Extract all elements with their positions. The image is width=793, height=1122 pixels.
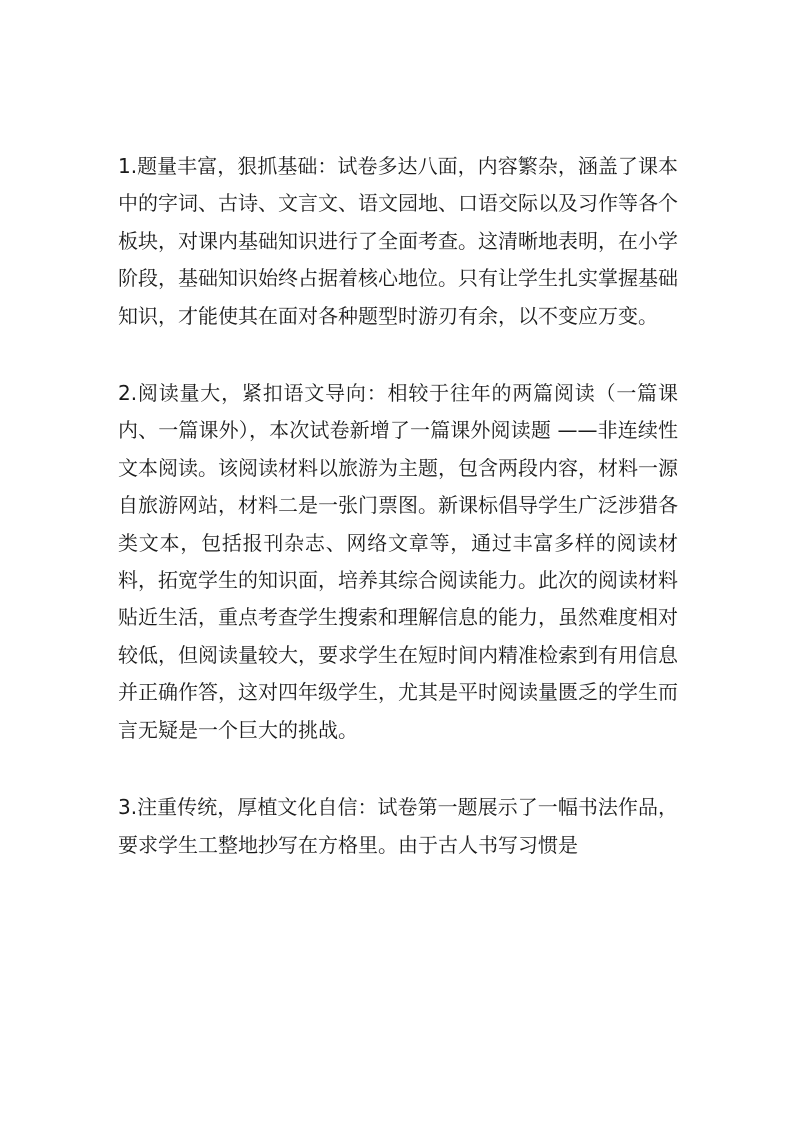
paragraph-3: 3.注重传统，厚植文化自信：试卷第一题展示了一幅书法作品，要求学生工整地抄写在方格里。由于古人书写习惯是 [118, 795, 678, 857]
document-body [118, 148, 678, 864]
paragraph-1: 1.题量丰富，狠抓基础：试卷多达八面，内容繁杂，涵盖了课本中的字词、古诗、文言文、语文园地、口语交际以及习作等各个板块，对课内基础知识进行了全面考查。这清晰地表明，在小学阶段，基础知识始终占据着核心地位。只有让学生扎实掌握基础知识，才能使其在面对各种题型时游刃有余，以不变应万变。 [118, 154, 678, 328]
paragraph-spacer [118, 749, 678, 789]
paragraph-2: 2.阅读量大，紧扣语文导向：相较于往年的两篇阅读（一篇课内、一篇课外），本次试卷新增了一篇课外阅读题 ——非连续性文本阅读。该阅读材料以旅游为主题，包含两段内容，材料一源自旅游网站，材料二是一张门票图。新课标倡导学生广泛涉猎各类文本，包括报刊杂志、网络文章等，通过丰富多样的阅读材料，拓宽学生的知识面，培养其综合阅读能力。此次的阅读材料贴近生活，重点考查学生搜索和理解信息的能力，虽然难度相对较低，但阅读量较大，要求学生在短时间内精准检索到有用信息并正确作答，这对四年级学生，尤其是平时阅读量匮乏的学生而言无疑是一个巨大的挑战。 [118, 381, 678, 742]
paragraph-spacer [118, 335, 678, 375]
